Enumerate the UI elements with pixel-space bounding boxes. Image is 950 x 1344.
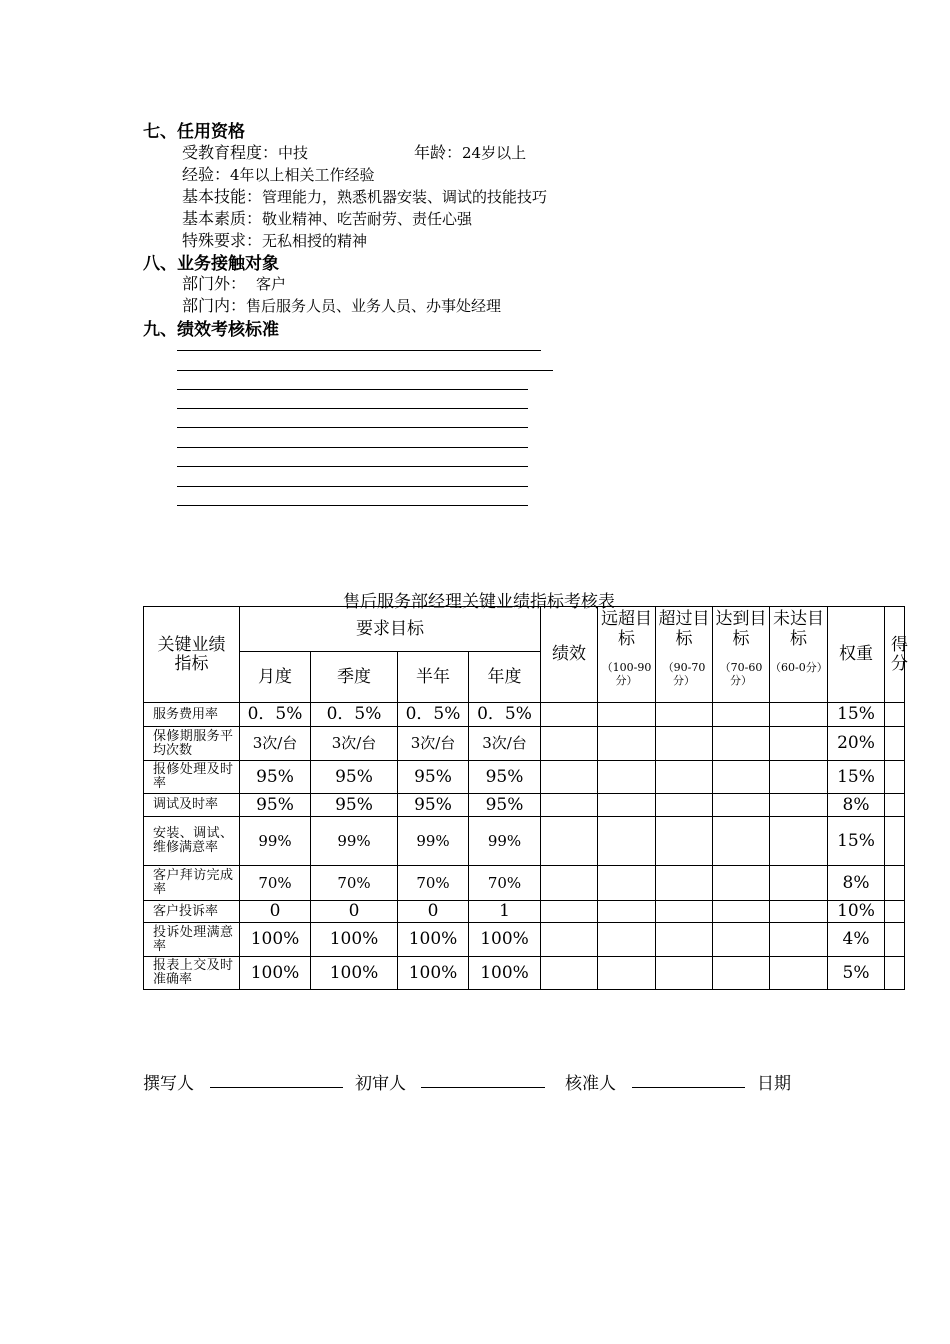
month-cell: 99% — [240, 817, 311, 866]
header-row — [144, 607, 905, 652]
level-cell — [656, 923, 713, 957]
level-cell — [656, 703, 713, 727]
level-cell — [770, 761, 828, 794]
level-cell — [770, 901, 828, 923]
year-cell: 99% — [469, 817, 541, 866]
level-cell — [598, 727, 656, 761]
age-label: 年龄： — [414, 143, 463, 162]
score-cell — [885, 817, 905, 866]
performance-cell — [541, 794, 598, 817]
skills-label: 基本技能： — [182, 187, 263, 206]
blank-line — [177, 389, 528, 390]
special-value: 无私相授的精神 — [262, 232, 368, 250]
header-level-2 — [656, 607, 713, 703]
section-heading-performance: 九、绩效考核标准 — [143, 320, 279, 340]
half-year-cell: 0 — [398, 901, 469, 923]
level-cell — [656, 866, 713, 901]
header-target: 要求目标 — [240, 607, 541, 652]
experience-value: 4年以上相关工作经验 — [230, 166, 375, 184]
table-row — [144, 901, 905, 923]
header-month: 月度 — [240, 652, 311, 703]
year-cell: 100% — [469, 957, 541, 990]
level-cell — [656, 957, 713, 990]
half-year-cell: 100% — [398, 923, 469, 957]
indicator-cell: 保修期服务平均次数 — [144, 727, 240, 761]
year-cell: 95% — [469, 761, 541, 794]
weight-cell: 20% — [828, 727, 885, 761]
level-cell — [713, 794, 770, 817]
weight-cell: 15% — [828, 703, 885, 727]
internal-label: 部门内： — [182, 296, 247, 315]
blank-line — [177, 505, 528, 506]
age-value: 24岁以上 — [462, 144, 527, 162]
performance-cell — [541, 761, 598, 794]
blank-line — [177, 427, 528, 428]
half-year-cell: 0．5% — [398, 703, 469, 727]
skills-line — [182, 184, 547, 207]
table-row — [144, 866, 905, 901]
level-cell — [656, 761, 713, 794]
header-indicator: 关键业绩指标 — [144, 607, 240, 703]
indicator-cell: 客户拜访完成率 — [144, 866, 240, 901]
level-range: （60-0分） — [770, 661, 828, 674]
level-cell — [713, 727, 770, 761]
half-year-cell: 3次/台 — [398, 727, 469, 761]
skills-value: 管理能力，熟悉机器安装、调试的技能技巧 — [262, 188, 548, 206]
year-cell: 100% — [469, 923, 541, 957]
level-range: （100-90分） — [601, 661, 652, 687]
quarter-cell: 95% — [311, 794, 398, 817]
quarter-cell: 70% — [311, 866, 398, 901]
internal-line — [182, 293, 501, 316]
header-level-1 — [598, 607, 656, 703]
score-cell — [885, 957, 905, 990]
level-cell — [656, 727, 713, 761]
performance-cell — [541, 727, 598, 761]
level-cell — [770, 817, 828, 866]
weight-cell: 4% — [828, 923, 885, 957]
blank-line — [177, 370, 553, 371]
indicator-cell: 调试及时率 — [144, 794, 240, 817]
table-row — [144, 761, 905, 794]
indicator-cell: 投诉处理满意率 — [144, 923, 240, 957]
level-cell — [598, 703, 656, 727]
level-cell — [656, 794, 713, 817]
level-range: （70-60分） — [719, 661, 763, 687]
weight-cell: 8% — [828, 794, 885, 817]
score-cell — [885, 794, 905, 817]
score-cell — [885, 761, 905, 794]
score-cell — [885, 901, 905, 923]
score-cell — [885, 923, 905, 957]
indicator-cell: 报表上交及时准确率 — [144, 957, 240, 990]
year-cell: 95% — [469, 794, 541, 817]
reviewer-blank[interactable] — [421, 1087, 545, 1088]
section-heading-qualification: 七、任用资格 — [143, 122, 245, 142]
quarter-cell: 3次/台 — [311, 727, 398, 761]
performance-cell — [541, 923, 598, 957]
qualities-value: 敬业精神、吃苦耐劳、责任心强 — [262, 210, 473, 228]
performance-cell — [541, 957, 598, 990]
half-year-cell: 99% — [398, 817, 469, 866]
quarter-cell: 100% — [311, 957, 398, 990]
half-year-cell: 95% — [398, 794, 469, 817]
level-range: （90-70分） — [662, 661, 706, 687]
experience-line — [182, 162, 375, 185]
header-weight: 权重 — [828, 607, 885, 703]
month-cell: 100% — [240, 923, 311, 957]
qualities-line — [182, 206, 472, 229]
table-row — [144, 727, 905, 761]
month-cell: 95% — [240, 794, 311, 817]
level-cell — [770, 794, 828, 817]
year-cell: 1 — [469, 901, 541, 923]
weight-cell: 10% — [828, 901, 885, 923]
table-row — [144, 957, 905, 990]
education-line — [182, 140, 308, 163]
date-label: 日期 — [757, 1074, 791, 1094]
table-row — [144, 817, 905, 866]
level-cell — [770, 957, 828, 990]
half-year-cell: 100% — [398, 957, 469, 990]
level-cell — [770, 866, 828, 901]
quarter-cell: 99% — [311, 817, 398, 866]
level-cell — [656, 817, 713, 866]
performance-cell — [541, 817, 598, 866]
age-line — [414, 140, 526, 163]
half-year-cell: 70% — [398, 866, 469, 901]
score-cell — [885, 727, 905, 761]
weight-cell: 5% — [828, 957, 885, 990]
indicator-cell: 客户投诉率 — [144, 901, 240, 923]
experience-label: 经验： — [182, 165, 231, 184]
approver-blank[interactable] — [632, 1087, 745, 1088]
header-performance: 绩效 — [541, 607, 598, 703]
writer-label: 撰写人 — [143, 1074, 194, 1094]
external-line — [182, 271, 286, 294]
month-cell: 95% — [240, 761, 311, 794]
year-cell: 3次/台 — [469, 727, 541, 761]
level-cell — [713, 817, 770, 866]
level-cell — [770, 727, 828, 761]
level-cell — [713, 923, 770, 957]
level-cell — [713, 761, 770, 794]
performance-cell — [541, 901, 598, 923]
education-label: 受教育程度： — [182, 143, 279, 162]
quarter-cell: 95% — [311, 761, 398, 794]
writer-blank[interactable] — [210, 1087, 343, 1088]
blank-line — [177, 466, 528, 467]
table-title: 售后服务部经理关键业绩指标考核表 — [343, 592, 615, 612]
kpi-table — [143, 606, 908, 990]
qualities-label: 基本素质： — [182, 209, 263, 228]
indicator-cell: 服务费用率 — [144, 703, 240, 727]
blank-line — [177, 408, 528, 409]
level-cell — [713, 957, 770, 990]
month-cell: 0．5% — [240, 703, 311, 727]
level-cell — [713, 901, 770, 923]
level-cell — [598, 817, 656, 866]
year-cell: 70% — [469, 866, 541, 901]
external-label: 部门外： — [182, 274, 247, 293]
header-quarter: 季度 — [311, 652, 398, 703]
special-line — [182, 228, 367, 251]
level-cell — [713, 866, 770, 901]
level-cell — [598, 794, 656, 817]
section-heading-contacts: 八、业务接触对象 — [143, 254, 279, 274]
blank-line — [177, 350, 541, 351]
quarter-cell: 0 — [311, 901, 398, 923]
level-name: 远超目标 — [601, 609, 652, 649]
external-value: 客户 — [256, 275, 287, 293]
education-value: 中技 — [278, 144, 309, 162]
indicator-cell: 报修处理及时率 — [144, 761, 240, 794]
blank-line — [177, 486, 528, 487]
month-cell: 3次/台 — [240, 727, 311, 761]
level-name: 未达目标 — [773, 609, 824, 649]
score-cell — [885, 703, 905, 727]
internal-value: 售后服务人员、业务人员、办事处经理 — [246, 297, 502, 315]
half-year-cell: 95% — [398, 761, 469, 794]
quarter-cell: 0．5% — [311, 703, 398, 727]
header-level-4 — [770, 607, 828, 703]
quarter-cell: 100% — [311, 923, 398, 957]
weight-cell: 15% — [828, 817, 885, 866]
level-cell — [656, 901, 713, 923]
header-year: 年度 — [469, 652, 541, 703]
table-row — [144, 794, 905, 817]
table-row — [144, 703, 905, 727]
month-cell: 0 — [240, 901, 311, 923]
indicator-cell: 安装、调试、维修满意率 — [144, 817, 240, 866]
reviewer-label: 初审人 — [355, 1074, 406, 1094]
level-name: 超过目标 — [658, 609, 710, 649]
weight-cell: 15% — [828, 761, 885, 794]
header-half-year: 半年 — [398, 652, 469, 703]
level-cell — [598, 901, 656, 923]
month-cell: 70% — [240, 866, 311, 901]
performance-cell — [541, 703, 598, 727]
blank-line — [177, 447, 528, 448]
header-level-3 — [713, 607, 770, 703]
level-name: 达到目标 — [715, 609, 767, 649]
header-score: 得分 — [885, 607, 905, 703]
score-cell — [885, 866, 905, 901]
weight-cell: 8% — [828, 866, 885, 901]
year-cell: 0．5% — [469, 703, 541, 727]
special-label: 特殊要求： — [182, 231, 263, 250]
approver-label: 核准人 — [565, 1074, 616, 1094]
level-cell — [598, 957, 656, 990]
table-row — [144, 923, 905, 957]
month-cell: 100% — [240, 957, 311, 990]
level-cell — [598, 761, 656, 794]
level-cell — [713, 703, 770, 727]
performance-cell — [541, 866, 598, 901]
level-cell — [598, 923, 656, 957]
level-cell — [598, 866, 656, 901]
level-cell — [770, 703, 828, 727]
level-cell — [770, 923, 828, 957]
